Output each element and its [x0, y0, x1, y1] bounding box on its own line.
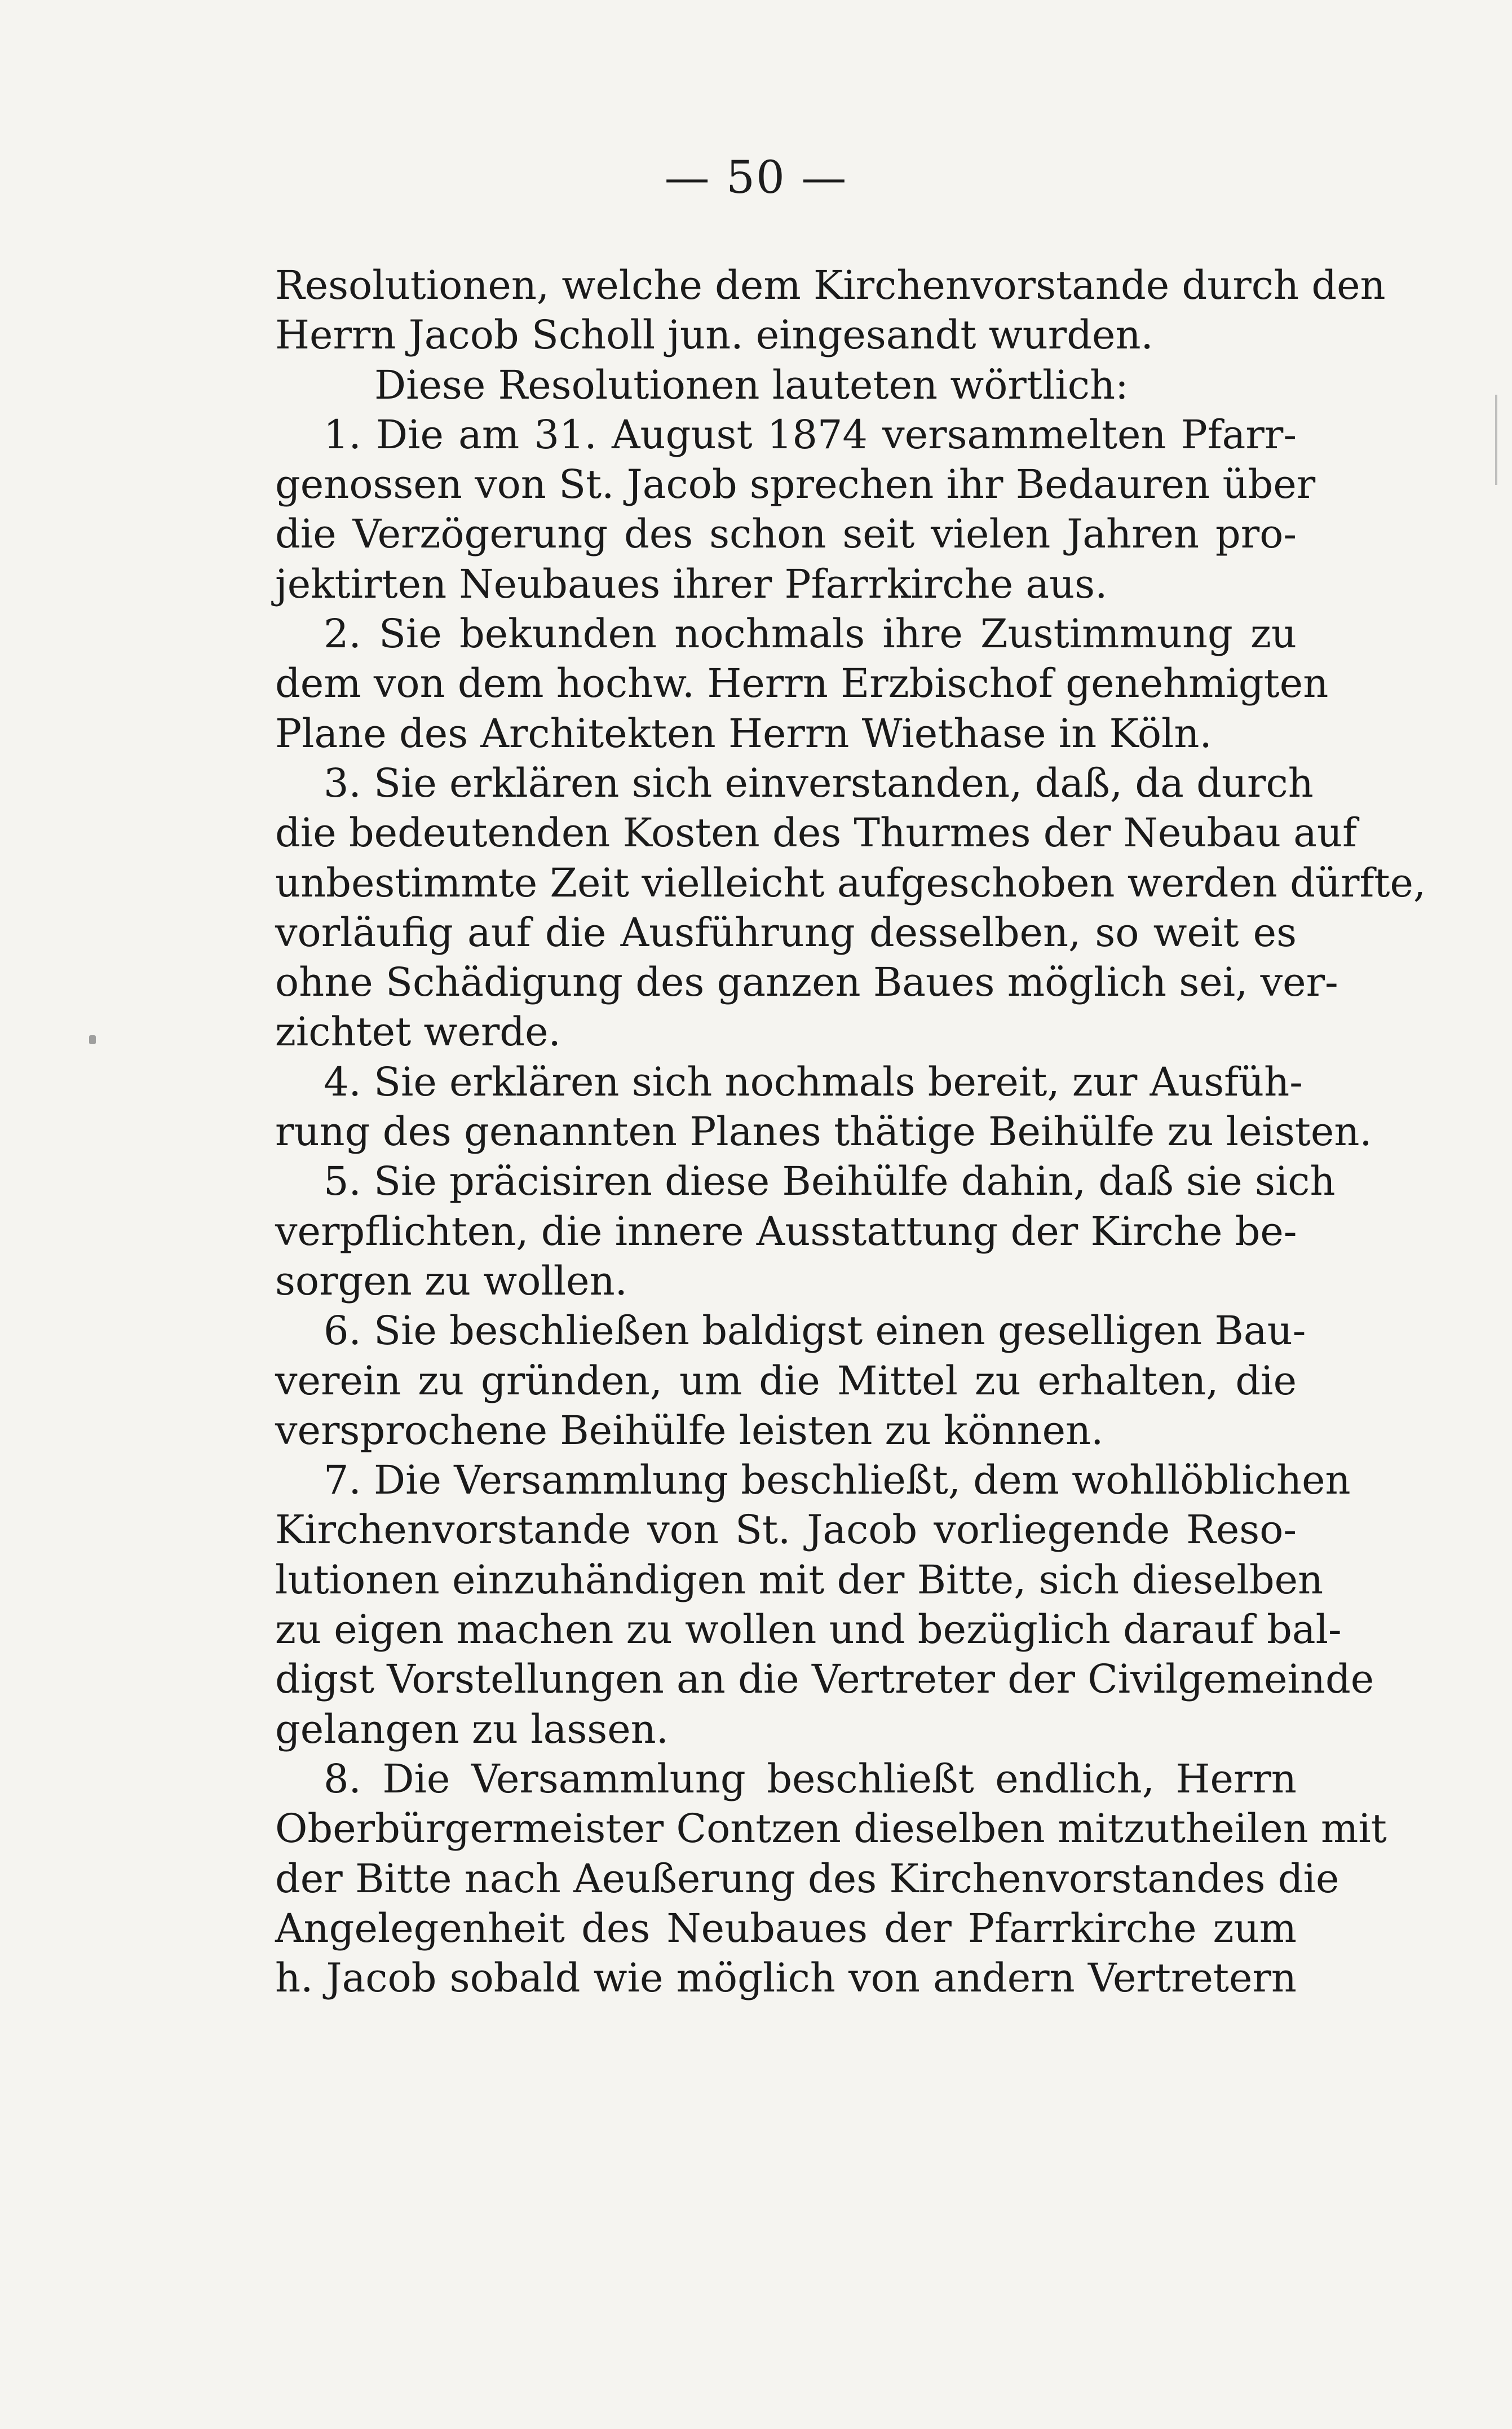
text-line: 6. Sie beschließen baldigst einen geselligen Bau- — [324, 1308, 1306, 1354]
text-line: verpflichten, die innere Ausstattung der Kirche be- — [275, 1208, 1297, 1255]
text-line: 2. Sie bekunden nochmals ihre Zustimmung zu — [324, 611, 1297, 657]
text-line: Oberbürgermeister Contzen dieselben mitzutheilen mit — [275, 1805, 1387, 1852]
text-line: Diese Resolutionen lauteten wörtlich: — [374, 361, 1129, 408]
text-line: genossen von St. Jacob sprechen ihr Bedauren über — [275, 461, 1316, 508]
text-line: Resolutionen, welche dem Kirchenvorstande durch den — [275, 262, 1386, 308]
text-line: gelangen zu lassen. — [275, 1706, 669, 1752]
text-line: die bedeutenden Kosten des Thurmes der Neubau auf — [275, 810, 1358, 856]
text-line: 1. Die am 31. August 1874 versammelten Pfarr- — [324, 411, 1297, 458]
text-line: zichtet werde. — [275, 1009, 561, 1055]
body-text — [275, 260, 1426, 2003]
text-line: Herrn Jacob Scholl jun. eingesandt wurden. — [275, 312, 1153, 359]
text-line: die Verzögerung des schon seit vielen Jahren pro- — [275, 511, 1297, 558]
text-line: dem von dem hochw. Herrn Erzbischof genehmigten — [275, 660, 1329, 707]
text-line: unbestimmte Zeit vielleicht aufgeschoben werden dürfte, — [275, 859, 1426, 906]
text-line: Kirchenvorstande von St. Jacob vorliegende Reso- — [275, 1507, 1297, 1553]
text-line: zu eigen machen zu wollen und bezüglich darauf bal- — [275, 1606, 1342, 1653]
text-line: rung des genannten Planes thätige Beihülfe zu leisten. — [275, 1108, 1372, 1155]
text-line: 7. Die Versammlung beschließt, dem wohllöblichen — [324, 1457, 1351, 1504]
text-line: 5. Sie präcisiren diese Beihülfe dahin, daß sie sich — [324, 1158, 1336, 1205]
text-line: vorläufig auf die Ausführung desselben, so weit es — [275, 909, 1297, 956]
text-line: 8. Die Versammlung beschließt endlich, Herrn — [324, 1755, 1297, 1802]
text-line: verein zu gründen, um die Mittel zu erhalten, die — [275, 1357, 1297, 1404]
scan-speck — [89, 1035, 96, 1044]
text-line: 4. Sie erklären sich nochmals bereit, zur Ausfüh- — [324, 1058, 1303, 1105]
text-line: Plane des Architekten Herrn Wiethase in Köln. — [275, 710, 1212, 757]
text-line: 3. Sie erklären sich einverstanden, daß, da durch — [324, 759, 1314, 806]
text-line: ohne Schädigung des ganzen Baues möglich sei, ver- — [275, 959, 1338, 1006]
text-line: der Bitte nach Aeußerung des Kirchenvorstandes die — [275, 1855, 1339, 1902]
scan-edge-mark — [1495, 395, 1497, 485]
text-line: lutionen einzuhändigen mit der Bitte, sich dieselben — [275, 1556, 1324, 1603]
text-line: sorgen zu wollen. — [275, 1257, 627, 1304]
text-line: digst Vorstellungen an die Vertreter der Civilgemeinde — [275, 1656, 1374, 1703]
page-number: — 50 — — [664, 151, 848, 204]
text-line: Angelegenheit des Neubaues der Pfarrkirche zum — [275, 1905, 1297, 1951]
text-line: jektirten Neubaues ihrer Pfarrkirche aus. — [275, 560, 1108, 607]
text-line: versprochene Beihülfe leisten zu können. — [275, 1407, 1104, 1454]
text-line: h. Jacob sobald wie möglich von andern Vertretern — [275, 1955, 1297, 2002]
